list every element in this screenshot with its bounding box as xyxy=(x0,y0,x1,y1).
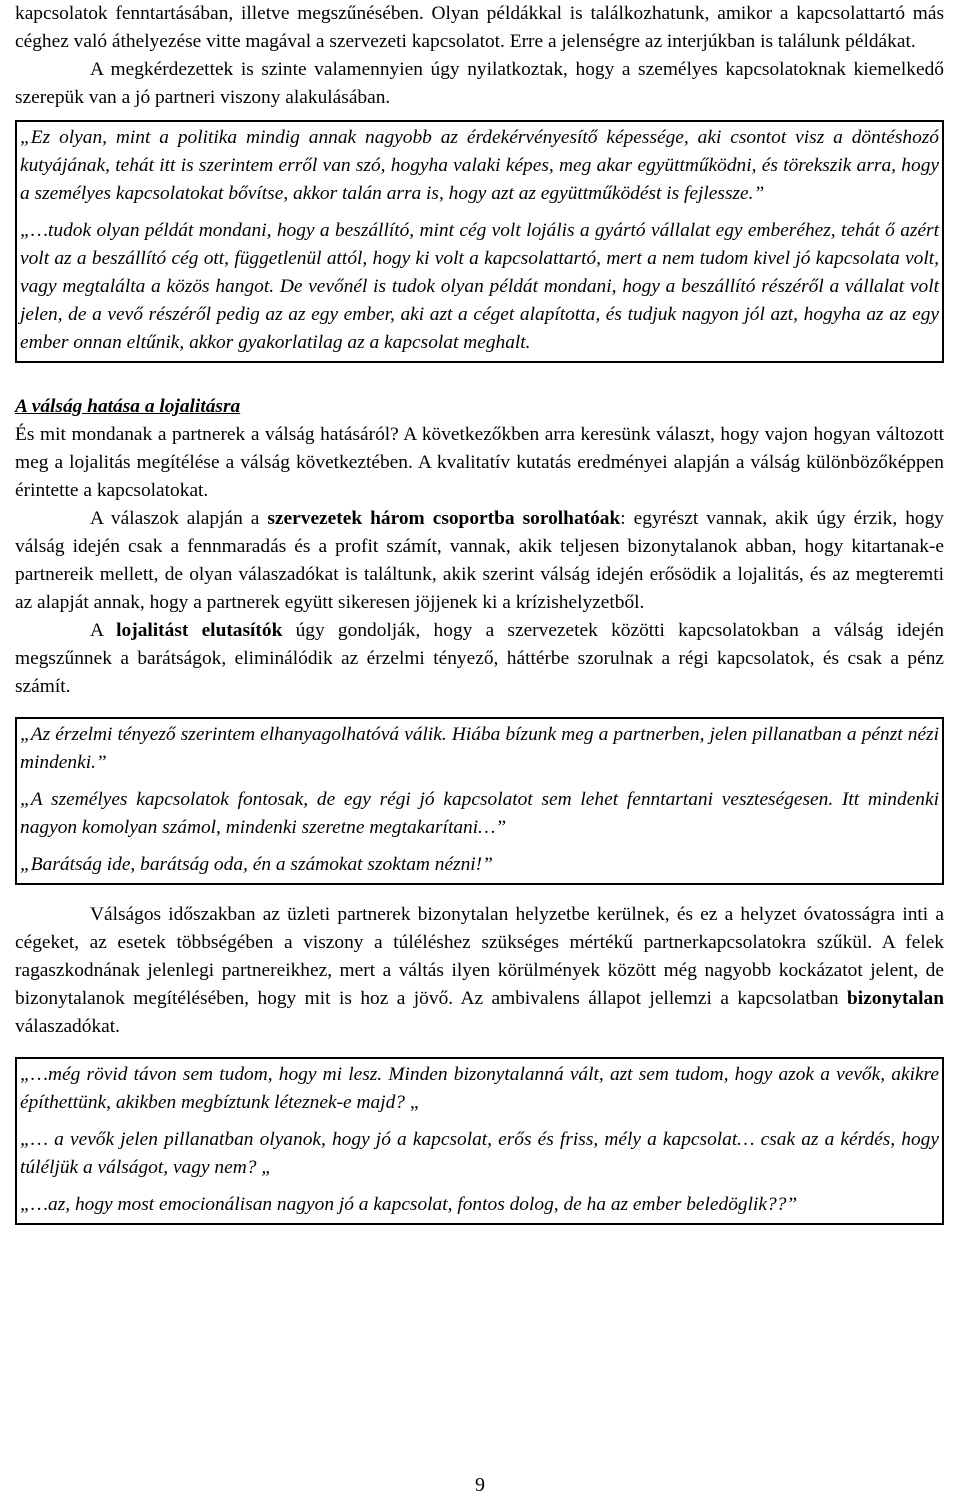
section-heading: A válság hatása a lojalitásra xyxy=(15,396,241,417)
quote-1-2: „…tudok olyan példát mondani, hogy a beszállító, mint cég volt lojális a gyártó vállalat egy emberéhez, tehát ő azért volt az a beszállító cég ott, függetlenül attól, hogy ki volt a kapcsolattartó, mert a nem tudom kivel jó kapcsolata volt, vagy megtalálta a közös hangot. De vevőnél is tudok olyan példát mondani, hogy a beszállító részéről a vállalat volt jelen, de a vevő részéről pedig az az egy ember, aki azt a céget alapította, és tudjuk nagyon jól azt, hogyha az az egy ember onnan eltűnik, akkor gyakorlatilag az a kapcsolat meghalt. xyxy=(20,220,939,353)
quote-box-2 xyxy=(15,717,944,885)
quote-1-1: „Ez olyan, mint a politika mindig annak nagyobb az érdekérvényesítő képessége, aki csontot visz a döntéshozó kutyájának, tehát itt is szerintem erről van szó, hogyha valaki képes, meg akar együttműködni, és törekszik arra, hogy a személyes kapcsolatokat bővítse, akkor talán arra is, hogy azt az együttműködést is fejlessze.” xyxy=(20,127,939,204)
quote-box-1 xyxy=(15,120,944,363)
quote-2-1: „Az érzelmi tényező szerintem elhanyagolhatóvá válik. Hiába bízunk meg a partnerben, jelen pillanatban a pénzt nézi mindenki.” xyxy=(20,724,939,773)
quote-2-2: „A személyes kapcsolatok fontosak, de egy régi jó kapcsolatot sem lehet fenntartani veszteségesen. Itt mindenki nagyon komolyan számol, mindenki szeretne megtakarítani…” xyxy=(20,789,939,838)
intro-paragraph-1: kapcsolatok fenntartásában, illetve megszűnésében. Olyan példákkal is találkozhatunk, amikor a kapcsolattartó más céghez való áthelyezése vitte magával a szervezeti kapcsolatot. Erre a jelenségre az interjúkban is találunk példákat. xyxy=(15,3,944,52)
quote-3-1: „…még rövid távon sem tudom, hogy mi lesz. Minden bizonytalanná vált, azt sem tudom, hogy azok a vevők, akikre építhettünk, akikben megbíztunk léteznek-e majd? „ xyxy=(20,1064,939,1113)
document-page xyxy=(15,0,944,1225)
section2-paragraph-1: Válságos időszakban az üzleti partnerek bizonytalan helyzetbe kerülnek, és ez a helyzet óvatosságra inti a cégeket, az esetek többségében a viszony a túléléshez szükséges mértékű partnerkapcsolatokra szűkül. A felek ragaszkodnának jelenlegi partnereikhez, mert a váltás ilyen körülmények között még nagyobb kockázatot jelent, de bizonytalanok megítélésében, hogy mit is hoz a jövő. Az ambivalens állapot jellemzi a kapcsolatban bizonytalan válaszadókat. xyxy=(15,904,944,1037)
quote-3-2: „… a vevők jelen pillanatban olyanok, hogy jó a kapcsolat, erős és friss, mély a kapcsolat… csak az a kérdés, hogy túléljük a válságot, vagy nem? „ xyxy=(20,1129,939,1178)
section-paragraph-3: A lojalitást elutasítók úgy gondolják, hogy a szervezetek közötti kapcsolatokban a válság idején megszűnnek a barátságok, eliminálódik az érzelmi tényező, háttérbe szorulnak a régi kapcsolatok, és csak a pénz számít. xyxy=(15,620,944,697)
intro-paragraph-2: A megkérdezettek is szinte valamennyien úgy nyilatkoztak, hogy a személyes kapcsolatoknak kiemelkedő szerepük van a jó partneri viszony alakulásában. xyxy=(15,59,944,108)
quote-3-3: „…az, hogy most emocionálisan nagyon jó a kapcsolat, fontos dolog, de ha az ember beledöglik??” xyxy=(20,1194,798,1215)
page-number: 9 xyxy=(475,1474,485,1496)
section-paragraph-1: És mit mondanak a partnerek a válság hatásáról? A következőkben arra keresünk választ, hogy vajon hogyan változott meg a lojalitás megítélése a válság következtében. A kvalitatív kutatás eredményei alapján a válság különbözőképpen érintette a kapcsolatokat. xyxy=(15,424,944,501)
quote-box-3 xyxy=(15,1057,944,1225)
quote-2-3: „Barátság ide, barátság oda, én a számokat szoktam nézni!” xyxy=(20,854,493,875)
section-paragraph-2: A válaszok alapján a szervezetek három csoportba sorolhatóak: egyrészt vannak, akik úgy érzik, hogy válság idején csak a fennmaradás és a profit számít, vannak, akik teljesen bizonytalanok abban, hogy kitartanak-e partnereik mellett, de olyan válaszadókat is találtunk, akik szerint válság idején erősödik a lojalitás, és az megteremti az alapját annak, hogy a partnerek együtt sikeresen jöjjenek ki a krízishelyzetből. xyxy=(15,508,944,613)
